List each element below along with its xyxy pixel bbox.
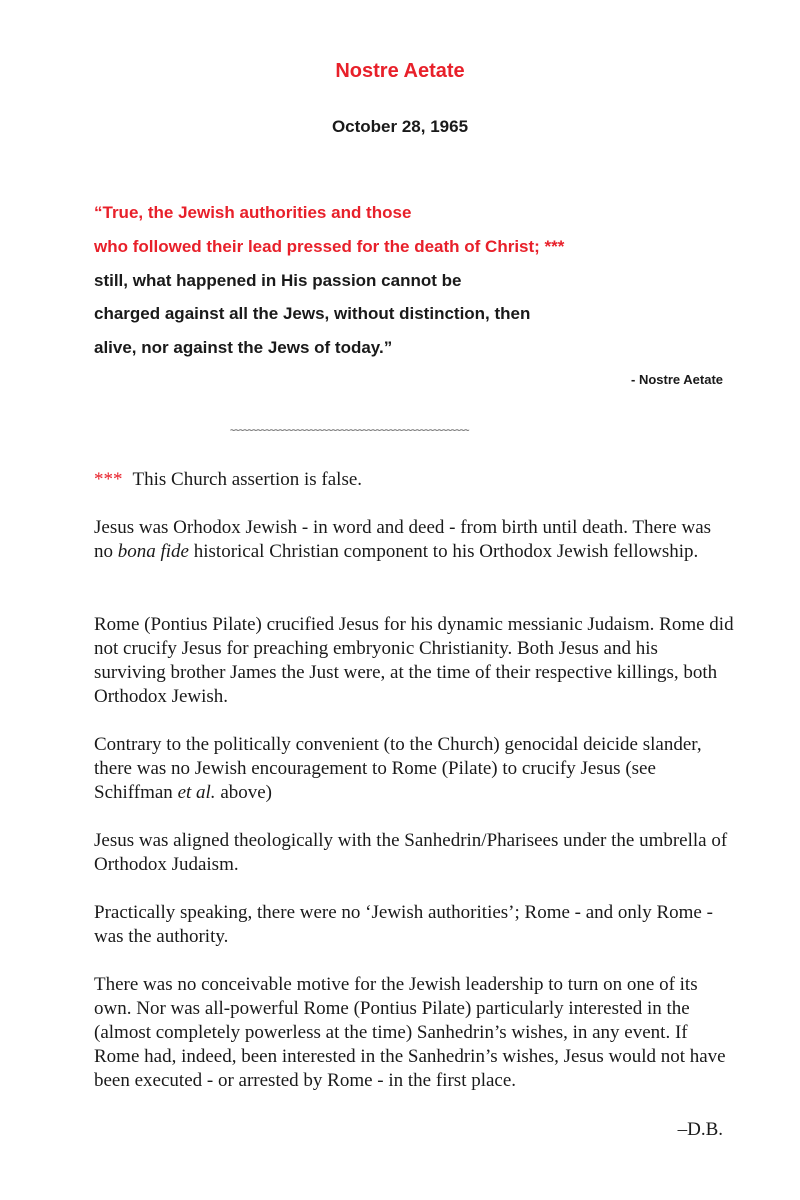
paragraph-1-text-a: Jesus was Orhodox Jewish - in word and deed - from birth until death. There was no (94, 517, 712, 562)
assertion-text: This Church assertion is false. (132, 469, 363, 490)
paragraph-1-text-b: historical Christian component to his Orthodox Jewish fellowship. (189, 541, 699, 562)
paragraph-2: Rome (Pontius Pilate) crucified Jesus for his dynamic messianic Judaism. Rome did not crucify Jesus for preaching embryonic Christianity. Both Jesus and his surviving brother James the Just were, at the time of their respective killings, both Orthodox Jewish. (94, 614, 734, 707)
paragraph-6: There was no conceivable motive for the Jewish leadership to turn on one of its own. Nor was all-powerful Rome (Pontius Pilate) particularly interested in the (almost completely powerless at the time) Sanhedrin’s wishes, in any event. If Rome had, indeed, been interested in the Sanhedrin’s wishes, Jesus would not have been executed - or arrested by Rome - in the first place. (94, 974, 726, 1091)
paragraph-1 (94, 516, 734, 564)
paragraph-3-emphasis: et al. (177, 782, 216, 803)
paragraph-5: Practically speaking, there were no ‘Jewish authorities’; Rome - and only Rome - was the authority. (94, 902, 713, 947)
quote-line-4: charged against all the Jews, without distinction, then (94, 304, 531, 323)
quote-line-3: still, what happened in His passion cannot be (94, 271, 462, 290)
quote-line-5: alive, nor against the Jews of today.” (94, 338, 393, 357)
quote-attribution: - Nostre Aetate (631, 372, 723, 387)
quote-line-1: “True, the Jewish authorities and those (94, 203, 412, 222)
paragraph-4: Jesus was aligned theologically with the Sanhedrin/Pharisees under the umbrella of Orthodox Judaism. (94, 830, 728, 875)
paragraph-3-text-a: Contrary to the politically convenient (to the Church) genocidal deicide slander, there was no Jewish encouragement to Rome (Pilate) to crucify Jesus (see Schiffman (94, 734, 702, 803)
paragraph-1-emphasis: bona fide (117, 541, 189, 562)
section-divider: ~~~~~~~~~~~~~~~~~~~~~~~~~~~~~~~~~~~~~~~~~~~~~~~~~~~~~~ (230, 426, 469, 436)
footnote-marker: *** (94, 469, 123, 490)
paragraph-3-text-b: above) (215, 782, 273, 803)
quote-line-2: who followed their lead pressed for the death of Christ; *** (94, 237, 565, 256)
date-heading: October 28, 1965 (331, 117, 469, 136)
paragraph-3 (94, 733, 734, 805)
assertion-paragraph (94, 468, 734, 492)
signature: –D.B. (677, 1119, 723, 1140)
page-title: Nostre Aetate (335, 60, 465, 82)
